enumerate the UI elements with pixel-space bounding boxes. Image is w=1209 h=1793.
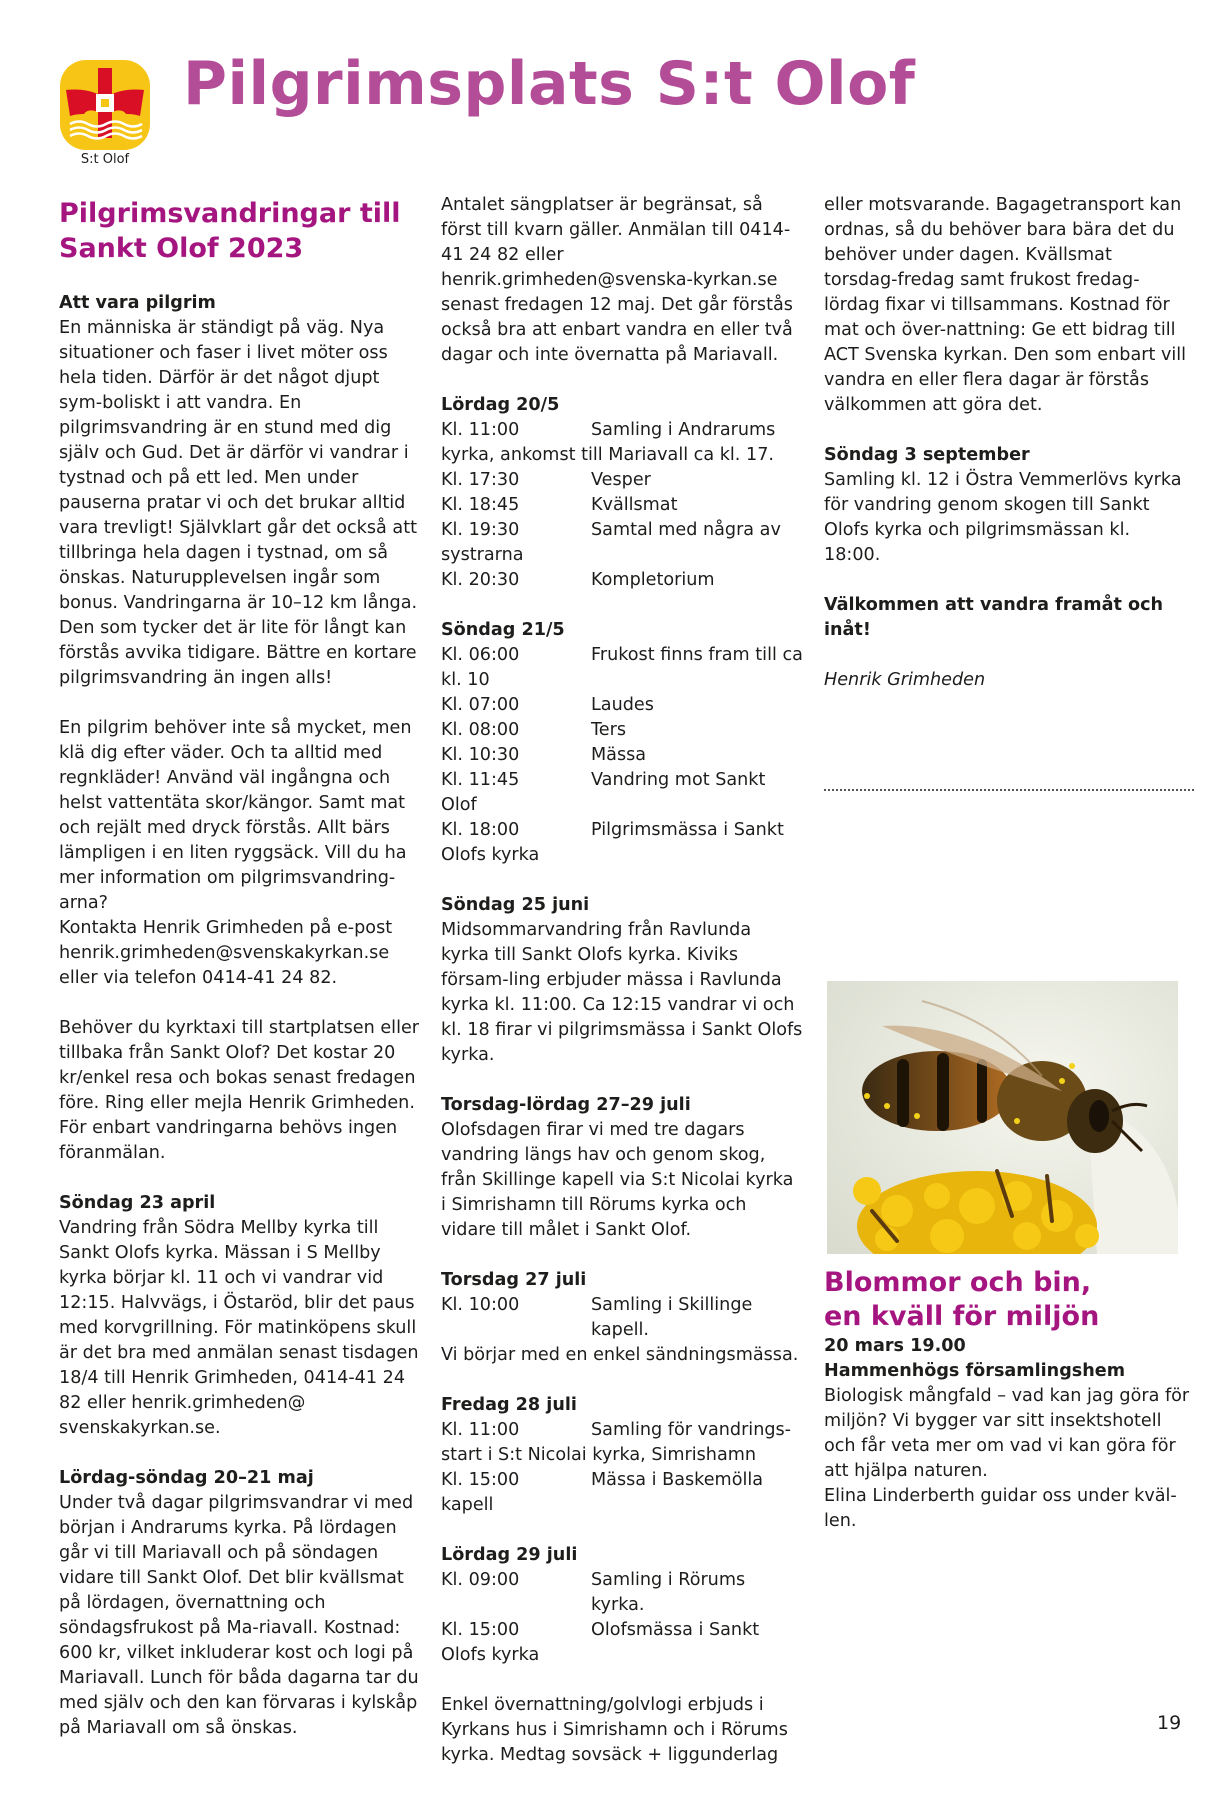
schedule-description: Laudes: [591, 695, 654, 715]
section-title: [59, 196, 419, 266]
schedule-description: Kompletorium: [591, 570, 715, 590]
schedule-time: Kl. 15:00: [441, 1620, 520, 1640]
event-title-line: en kväll för miljön: [824, 1301, 1100, 1332]
schedule-row: [441, 468, 803, 493]
schedule-description: Mässa i Baskemölla: [591, 1470, 764, 1490]
september-text: Samling kl. 12 i Östra Vemmerlövs kyrka för vandring genom skogen till Sankt Olofs kyrka och pilgrimsmässan kl. 18:00.: [824, 470, 1182, 565]
schedule-time: Kl. 18:45: [441, 495, 520, 515]
schedule-continuation: kyrka, ankomst till Mariavall ca kl. 17.: [441, 445, 774, 465]
schedule-description: Mässa: [591, 745, 647, 765]
schedule-saturday-20-5: [441, 393, 803, 593]
schedule-description: Frukost finns fram till ca: [591, 645, 803, 665]
schedule-list: [441, 643, 803, 868]
packing-paragraph: En pilgrim behöver inte så mycket, men klä dig efter väder. Och ta alltid med regnkläder! Använd väl ingångna och helst vattentäta skor/kängor. Samt mat och rejält med dryck förstås. Allt bärs lämpligen i en liten ryggsäck. Vill du ha mer information om pilgrimsvandring-arna?: [59, 718, 412, 913]
april-text: Vandring från Södra Mellby kyrka till Sankt Olofs kyrka. Mässan i S Mellby kyrka börjar kl. 11 och vi vandrar vid 12:15. Halvvägs, i Östaröd, blir det paus med korvgrillning. För matinköpens skull är det bra med anmälan senast tisdagen 18/4 till Henrik Grimheden, 0414-41 24 82 eller henrik.grimheden@ svenskakyrkan.se.: [59, 1218, 419, 1438]
section-title-line: Sankt Olof 2023: [59, 233, 304, 264]
schedule-continuation: kl. 10: [441, 670, 490, 690]
packing-text: [59, 716, 419, 916]
may-text: Under två dagar pilgrimsvandrar vi med början i Andrarums kyrka. På lördagen går vi till Mariavall och på söndagen vidare till Sankt Olof. Det blir kvällsmat på lördagen, övernattning och söndagsfrukost på Ma-riavall. Kostnad: 600 kr, vilket inkluderar kost och logi på Mariavall. Lunch för båda dagarna tar du med själv och den kan förvaras i kylskåp på Mariavall om så önskas.: [59, 1493, 419, 1738]
schedule-heading: Fredag 28 juli: [441, 1395, 577, 1415]
schedule-list: [441, 1568, 803, 1668]
schedule-continuation: Olofs kyrka: [441, 1645, 540, 1665]
september-heading: Söndag 3 september: [824, 445, 1030, 465]
schedule-thursday-27: [441, 1268, 803, 1368]
intro-text: En människa är ständigt på väg. Nya situationer och faser i livet möter oss hela tiden. Därför är det något djupt sym-boliskt i att vandra. En pilgrimsvandring är en stund med dig själv och Gud. Det är därför vi vandrar i tystnad och på ett led. Men under pauserna pratar vi och det brukar alltid vara trevligt! Självklart går det också att tillbringa hela dagen i tystnad, om så önskas. Naturupplevelsen ingår som bonus. Vandringarna är 10–12 km långa. Den som tycker det är lite för långt kan förstås avvika tidigare. Bättre en kortare pilgrimsvandring än ingen alls!: [59, 318, 418, 688]
contact-text: Kontakta Henrik Grimheden på e-post henrik.grimheden@svenskakyrkan.se eller via telefon 0414-41 24 82.: [59, 918, 393, 988]
schedule-continuation: Olof: [441, 795, 477, 815]
logo-caption: S:t Olof: [80, 152, 130, 167]
schedule-row: [441, 768, 803, 793]
schedule-time: Kl. 10:00: [441, 1295, 520, 1315]
schedule-time: Kl. 11:00: [441, 420, 520, 440]
schedule-time: Kl. 20:30: [441, 570, 520, 590]
schedule-heading: Söndag 21/5: [441, 620, 565, 640]
schedule-time: Kl. 06:00: [441, 645, 520, 665]
beds-text: Antalet sängplatser är begränsat, så först till kvarn gäller. Anmälan till 0414-41 24 82 eller henrik.grimheden@svenska-kyrkan.se senast fredagen 12 maj. Det går förstås också bra att enbart vandra en eller två dagar och inte övernatta på Mariavall.: [441, 195, 793, 365]
column-3: [824, 193, 1190, 791]
schedule-row: [441, 1468, 803, 1493]
april-block: [59, 1191, 419, 1441]
schedule-description: Vesper: [591, 470, 651, 490]
schedule-description: Samling i Skillinge kapell.: [591, 1295, 753, 1340]
schedule-list: [441, 1293, 803, 1368]
taxi-text: Behöver du kyrktaxi till startplatsen eller tillbaka från Sankt Olof? Det kostar 20 kr/enkel resa och bokas senast fredagen före. Ring eller mejla Henrik Grimheden. För enbart vandringarna behövs ingen föranmälan.: [59, 1018, 420, 1163]
schedule-time: Kl. 09:00: [441, 1570, 520, 1590]
event-guide: Elina Linderberth guidar oss under kväl-len.: [824, 1486, 1177, 1531]
may-block: [59, 1466, 419, 1741]
schedule-row: [441, 1293, 803, 1343]
schedule-row: [441, 1568, 803, 1618]
schedule-description: Olofsmässa i Sankt: [591, 1620, 760, 1640]
continued-text: eller motsvarande. Bagagetransport kan ordnas, så du behöver bara bära det du behöver under dagen. Kvällsmat torsdag-fredag samt frukost fredag-lördag fixar vi tillsammans. Kostnad för mat och över-nattning: Ge ett bidrag till ACT Svenska kyrkan. Den som enbart vill vandra en eller flera dagar är förstås välkommen att göra det.: [824, 195, 1187, 415]
schedule-description: Samling för vandrings-: [591, 1420, 792, 1440]
bee-on-flower-photo: [827, 981, 1178, 1254]
schedule-row: [441, 718, 803, 743]
schedule-row: [441, 643, 803, 668]
july-text: Olofsdagen firar vi med tre dagars vandring längs hav och genom skog, från Skillinge kapell via S:t Nicolai kyrka i Simrishamn till Rörums kyrka och vidare till målet i Sankt Olof.: [441, 1120, 794, 1240]
schedule-row: [441, 568, 803, 593]
schedule-continuation: start i S:t Nicolai kyrka, Simrishamn: [441, 1445, 757, 1465]
column-1: [59, 196, 419, 1766]
event-text: Biologisk mångfald – vad kan jag göra för miljön? Vi bygger var sitt insektshotell och får veta mer om vad vi kan göra för att hjälpa naturen.: [824, 1386, 1190, 1481]
section-title-line: Pilgrimsvandringar till: [59, 198, 401, 229]
schedule-row: [441, 1618, 803, 1643]
st-olof-cross-logo-icon: [58, 58, 152, 152]
schedule-heading: Lördag 29 juli: [441, 1545, 578, 1565]
schedule-time: Kl. 08:00: [441, 720, 520, 740]
may-heading: Lördag-söndag 20–21 maj: [59, 1468, 314, 1488]
schedule-row: [441, 493, 803, 518]
schedule-continuation: kapell: [441, 1495, 494, 1515]
schedule-row: [441, 743, 803, 768]
schedule-time: Kl. 15:00: [441, 1470, 520, 1490]
schedule-continuation: Vi börjar med en enkel sändningsmässa.: [441, 1345, 799, 1365]
lodging-text: Enkel övernattning/golvlogi erbjuds i Kyrkans hus i Simrishamn och i Rörums kyrka. Medtag sovsäck + liggunderlag: [441, 1695, 788, 1765]
schedule-description: Ters: [591, 720, 626, 740]
schedule-time: Kl. 10:30: [441, 745, 520, 765]
july-heading: Torsdag-lördag 27–29 juli: [441, 1095, 691, 1115]
schedule-row: [441, 1418, 803, 1443]
intro-block: [59, 291, 419, 691]
june-heading: Söndag 25 juni: [441, 895, 590, 915]
schedule-saturday-29: [441, 1543, 803, 1668]
schedule-time: Kl. 11:00: [441, 1420, 520, 1440]
june-text: Midsommarvandring från Ravlunda kyrka till Sankt Olofs kyrka. Kiviks försam-ling erbjuder mässa i Ravlunda kyrka kl. 11:00. Ca 12:15 vandrar vi och kl. 18 firar vi pilgrimsmässa i Sankt Olofs kyrka.: [441, 920, 803, 1065]
june-block: [441, 893, 803, 1068]
schedule-continuation: Olofs kyrka: [441, 845, 540, 865]
schedule-row: [441, 418, 803, 443]
schedule-description: Samtal med några av: [591, 520, 781, 540]
schedule-row: [441, 693, 803, 718]
schedule-sunday-21-5: [441, 618, 803, 868]
schedule-description: Samling i Andrarums: [591, 420, 776, 440]
schedule-description: Kvällsmat: [591, 495, 678, 515]
schedule-description: Samling i Rörums kyrka.: [591, 1570, 746, 1615]
event-title-line: Blommor och bin,: [824, 1267, 1092, 1298]
event-title: [824, 1266, 1194, 1334]
page-title: Pilgrimsplats S:t Olof: [183, 49, 916, 119]
intro-heading: Att vara pilgrim: [59, 293, 216, 313]
signature: Henrik Grimheden: [824, 670, 986, 690]
schedule-row: [441, 518, 803, 543]
schedule-list: [441, 418, 803, 593]
schedule-time: Kl. 18:00: [441, 820, 520, 840]
schedule-description: Vandring mot Sankt: [591, 770, 766, 790]
schedule-heading: Lördag 20/5: [441, 395, 560, 415]
july-block: [441, 1093, 803, 1243]
dotted-divider: [824, 789, 1194, 791]
schedule-time: Kl. 17:30: [441, 470, 520, 490]
april-heading: Söndag 23 april: [59, 1193, 216, 1213]
schedule-row: [441, 818, 803, 843]
closing-text: Välkommen att vandra framåt och inåt!: [824, 595, 1164, 640]
column-2: [441, 193, 803, 1793]
schedule-list: [441, 1418, 803, 1518]
page-number: 19: [1157, 1712, 1182, 1734]
schedule-time: Kl. 19:30: [441, 520, 520, 540]
event-date: 20 mars 19.00: [824, 1336, 966, 1356]
schedule-time: Kl. 07:00: [441, 695, 520, 715]
schedule-time: Kl. 11:45: [441, 770, 520, 790]
schedule-description: Pilgrimsmässa i Sankt: [591, 820, 784, 840]
schedule-friday-28: [441, 1393, 803, 1518]
september-block: [824, 443, 1190, 568]
schedule-continuation: systrarna: [441, 545, 524, 565]
schedule-heading: Torsdag 27 juli: [441, 1270, 587, 1290]
event-block: [824, 1266, 1194, 1534]
event-place: Hammenhögs församlingshem: [824, 1361, 1126, 1381]
